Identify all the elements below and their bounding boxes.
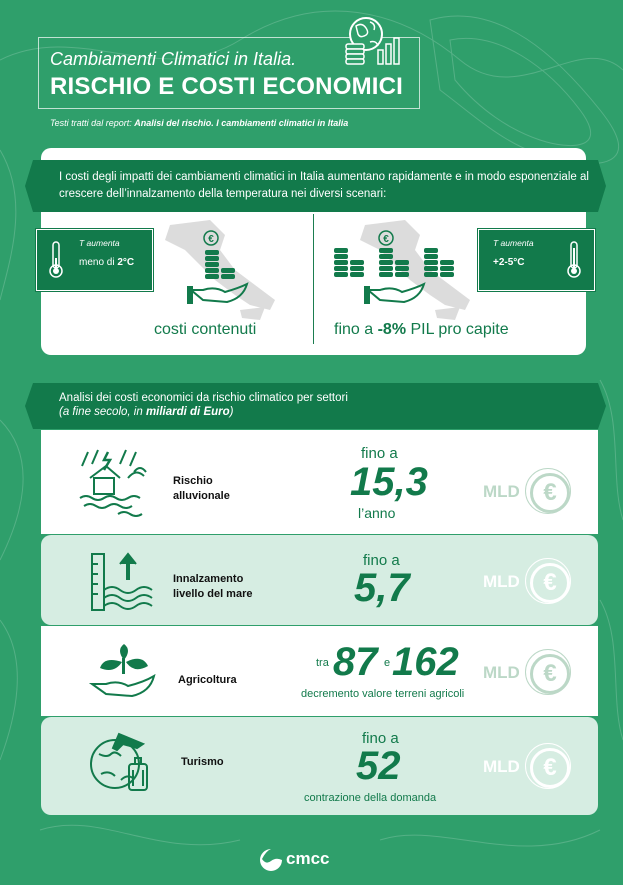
euro-icon: € (530, 563, 570, 603)
sea-level-value: 5,7 (354, 566, 410, 610)
svg-text:€: € (208, 234, 214, 245)
agriculture-prefix: tra (316, 657, 329, 669)
thermometer-icon (47, 240, 65, 280)
agriculture-value-min: 87 (333, 640, 378, 684)
temp-value-high: +2-5°C (493, 257, 525, 268)
cmcc-logo-icon (258, 847, 284, 873)
caption-high: fino a -8% PIL pro capite (334, 321, 509, 338)
sector-name-flood: Rischio alluvionale (173, 475, 230, 502)
flood-suffix: l’anno (358, 505, 396, 521)
tourism-prefix: fino a (362, 730, 399, 747)
tourism-unit: MLD (483, 757, 520, 776)
tourism-icon (85, 728, 157, 798)
sea-level-icon (88, 550, 154, 614)
temperature-box-high (478, 229, 595, 291)
plant-hand-icon (88, 634, 160, 698)
intro-text: I costi degli impatti dei cambiamenti climatici in Italia aumentano rapidamente e in modo esponenziale al crescere dell’innalzamento della temperatura nei diversi scenari: (59, 171, 589, 200)
euro-icon: € (530, 654, 570, 694)
temperature-box-low (36, 229, 153, 291)
intro-banner (33, 160, 598, 212)
flood-prefix: fino a (361, 445, 398, 462)
tourism-value: 52 (356, 744, 401, 788)
thermometer-icon (565, 240, 583, 280)
source-note: Testi tratti dal report: Analisi del rischio. I cambiamenti climatici in Italia (50, 118, 349, 128)
flood-value: 15,3 (350, 460, 428, 504)
sector-name-tourism: Turismo (181, 756, 224, 768)
sectors-heading: Analisi dei costi economici da rischio climatico per settori (a fine secolo, in miliardi di Euro) (59, 392, 348, 418)
agriculture-value-max: 162 (392, 640, 459, 684)
euro-icon: € (530, 473, 570, 513)
coins-hand-large-icon (332, 228, 462, 308)
euro-icon: € (530, 748, 570, 788)
scenario-divider (313, 214, 314, 344)
temp-label-high: T aumenta (493, 238, 534, 248)
coins-hand-icon (185, 228, 255, 308)
temp-label-low: T aumenta (79, 238, 120, 248)
page-title: RISCHIO E COSTI ECONOMICI (50, 73, 404, 100)
agriculture-unit: MLD (483, 663, 520, 682)
flood-icon (78, 448, 158, 520)
svg-text:€: € (383, 234, 389, 245)
cmcc-logo-text: cmcc (286, 849, 330, 868)
sector-name-agriculture: Agricoltura (178, 674, 237, 686)
tourism-note: contrazione della domanda (304, 792, 437, 804)
agriculture-and: e (384, 657, 391, 669)
caption-low: costi contenuti (154, 321, 257, 338)
temp-value-low: meno di 2°C (79, 257, 135, 268)
agriculture-note: decremento valore terreni agricoli (301, 688, 465, 700)
flood-unit: MLD (483, 482, 520, 501)
sector-name-sea-level: Innalzamento livello del mare (173, 573, 253, 600)
sea-level-unit: MLD (483, 572, 520, 591)
title-line1: Cambiamenti Climatici in Italia. (50, 49, 297, 69)
sea-level-prefix: fino a (363, 552, 400, 569)
sectors-banner (33, 383, 598, 429)
